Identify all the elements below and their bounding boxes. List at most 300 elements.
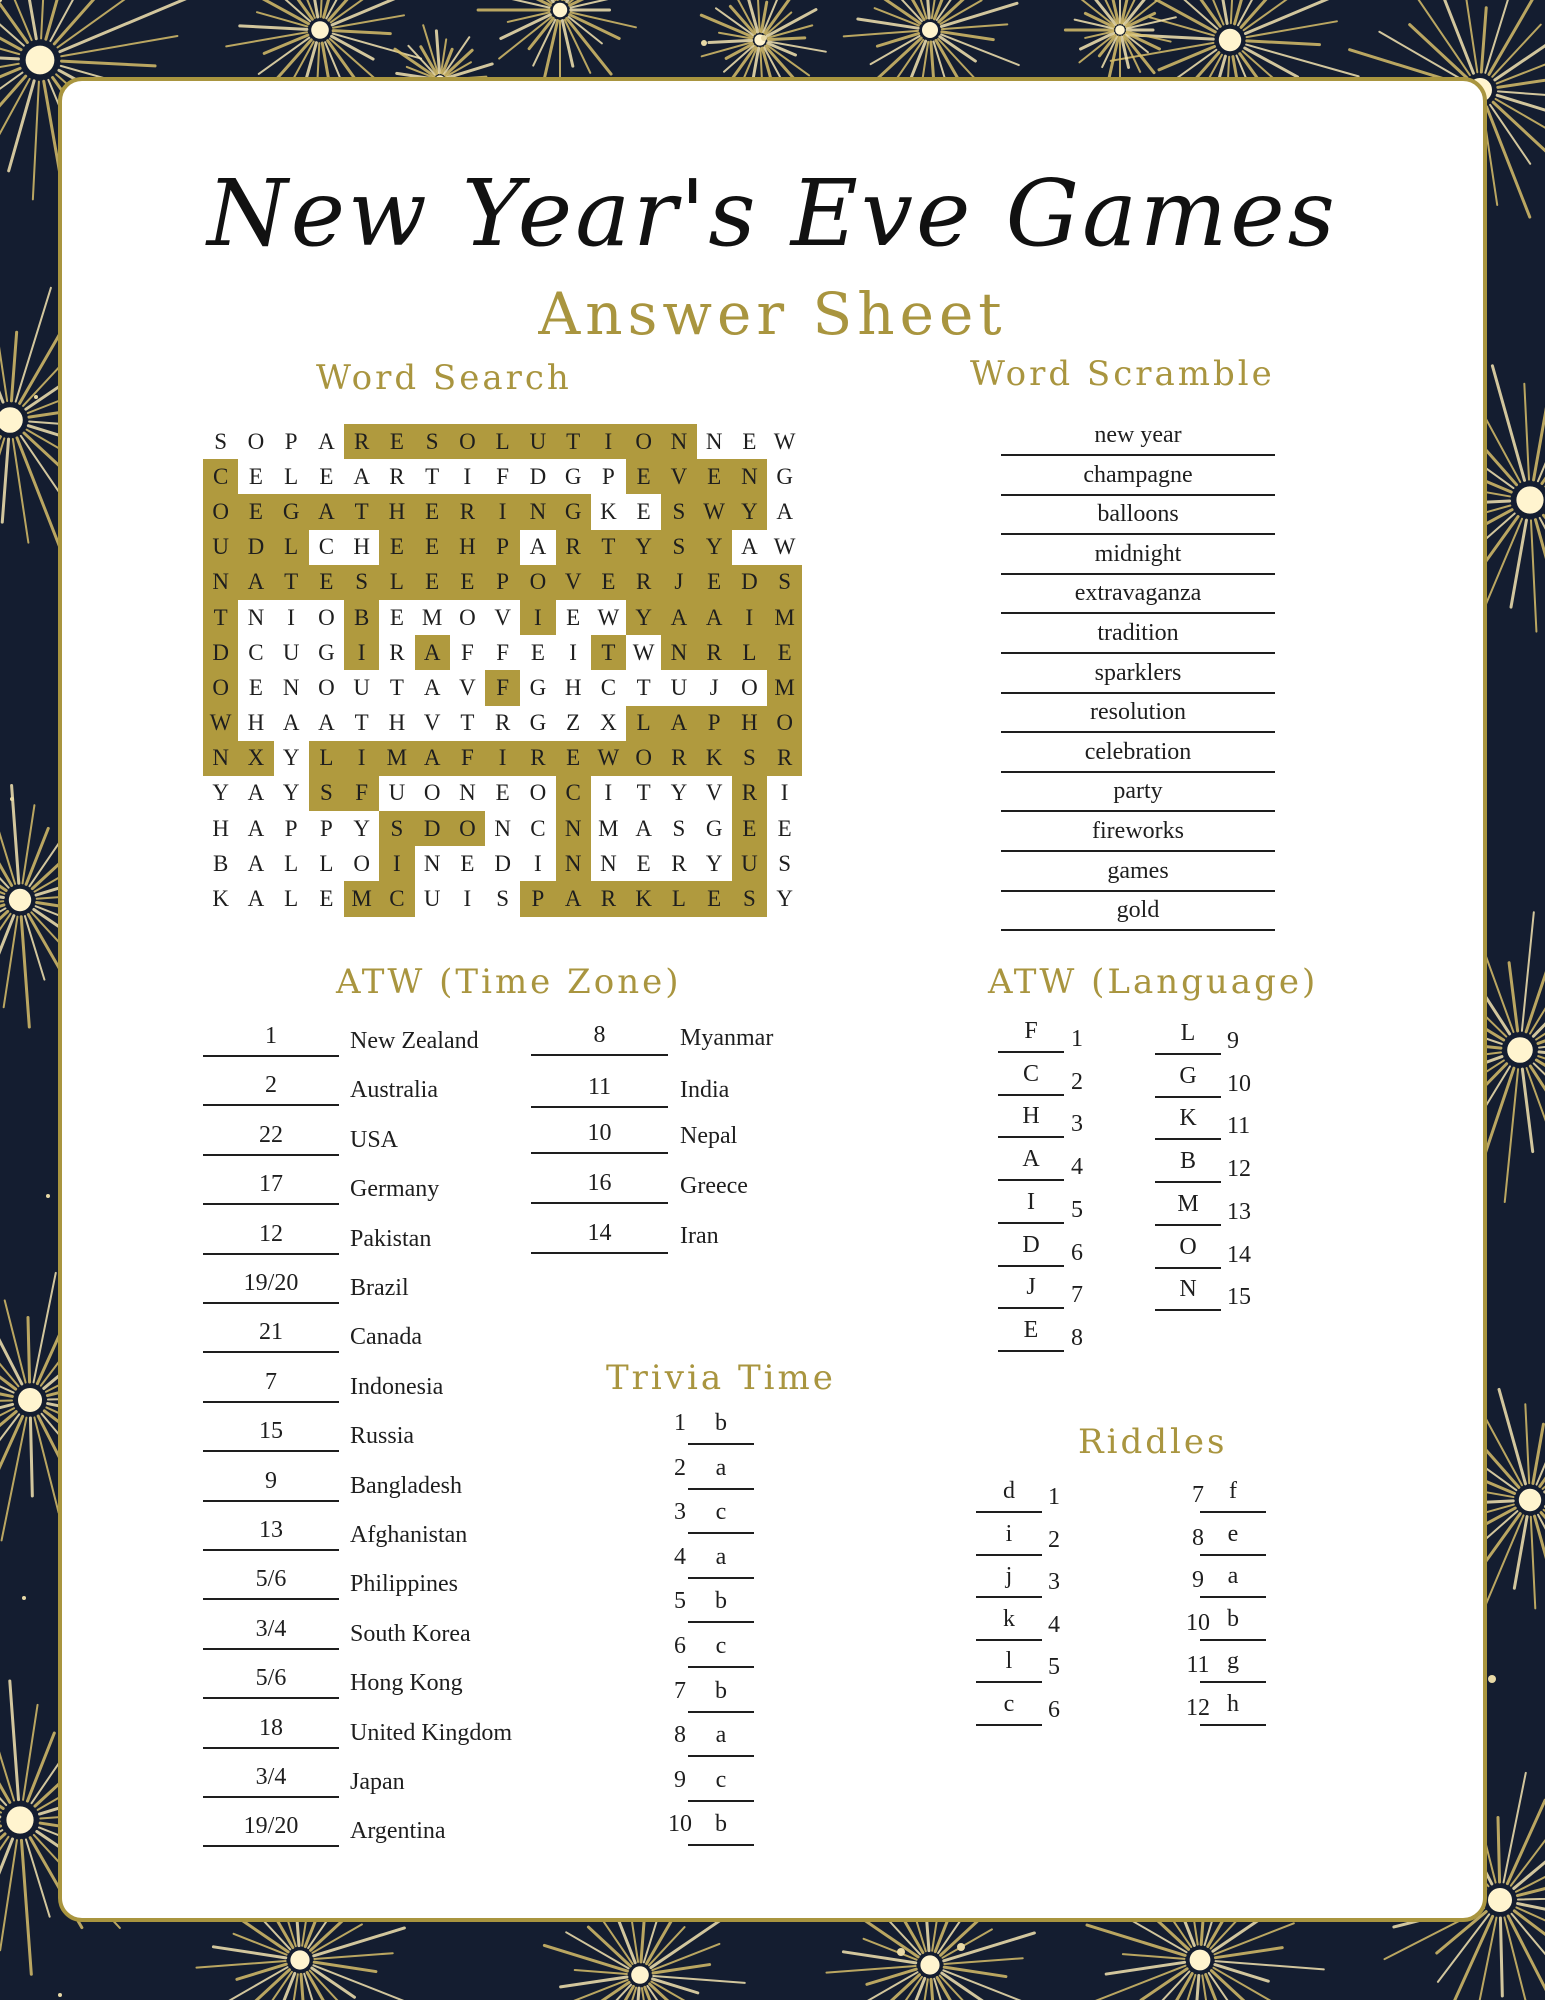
grid-letter: O bbox=[423, 780, 441, 806]
grid-letter: M bbox=[767, 670, 802, 705]
grid-letter: Y bbox=[626, 600, 661, 635]
time-zone-country: Germany bbox=[350, 1176, 440, 1203]
grid-letter: C bbox=[203, 459, 238, 494]
grid-letter: A bbox=[309, 494, 344, 529]
atw-time-zone-heading: ATW (Time Zone) bbox=[336, 962, 682, 1002]
grid-letter: C bbox=[318, 534, 335, 560]
answer-line bbox=[688, 1844, 754, 1846]
time-zone-country: Myanmar bbox=[680, 1025, 774, 1051]
scramble-answer: resolution bbox=[1090, 699, 1186, 726]
riddle-answer: a bbox=[1227, 1563, 1239, 1590]
answer-line bbox=[1200, 1724, 1266, 1726]
grid-letter: W bbox=[773, 534, 796, 560]
answer-line bbox=[688, 1666, 754, 1668]
riddle-number: 9 bbox=[1192, 1567, 1204, 1594]
grid-letter: L bbox=[319, 850, 334, 876]
grid-letter: S bbox=[214, 428, 228, 454]
trivia-answer: b bbox=[715, 1677, 727, 1704]
time-zone-country: United Kingdom bbox=[350, 1719, 512, 1746]
grid-letter: E bbox=[636, 498, 651, 524]
riddle-number: 2 bbox=[1048, 1526, 1060, 1553]
grid-letter: O bbox=[520, 565, 555, 600]
grid-letter: L bbox=[626, 706, 661, 741]
answer-line bbox=[203, 1845, 339, 1847]
answer-line bbox=[1001, 533, 1275, 535]
grid-letter: E bbox=[309, 565, 344, 600]
language-answer: G bbox=[1179, 1062, 1197, 1089]
grid-letter: Y bbox=[670, 780, 688, 806]
grid-letter: K bbox=[626, 881, 661, 916]
answer-line bbox=[1001, 731, 1275, 733]
grid-letter: I bbox=[485, 741, 520, 776]
time-zone-country: Bangladesh bbox=[350, 1472, 462, 1499]
grid-letter: R bbox=[450, 494, 485, 529]
grid-letter: Y bbox=[282, 780, 300, 806]
grid-letter: A bbox=[247, 886, 265, 912]
answer-line bbox=[1001, 771, 1275, 773]
grid-letter: E bbox=[319, 886, 334, 912]
grid-letter: N bbox=[247, 604, 265, 630]
language-answer: D bbox=[1022, 1231, 1040, 1258]
grid-letter: R bbox=[697, 635, 732, 670]
grid-letter: I bbox=[520, 600, 555, 635]
grid-letter: P bbox=[697, 706, 732, 741]
grid-letter: T bbox=[203, 600, 238, 635]
answer-line bbox=[203, 1253, 339, 1255]
grid-letter: A bbox=[776, 498, 793, 524]
answer-line bbox=[998, 1307, 1064, 1309]
time-zone-answer: 7 bbox=[265, 1368, 277, 1395]
grid-letter: O bbox=[203, 494, 238, 529]
scramble-answer: extravaganza bbox=[1074, 580, 1202, 607]
grid-letter: N bbox=[282, 674, 300, 700]
grid-letter: E bbox=[450, 565, 485, 600]
answer-line bbox=[203, 1796, 339, 1798]
language-answer: B bbox=[1179, 1148, 1196, 1175]
time-zone-answer: 3/4 bbox=[255, 1764, 287, 1790]
riddle-number: 10 bbox=[1186, 1609, 1210, 1636]
language-number: 3 bbox=[1071, 1111, 1083, 1138]
grid-letter: H bbox=[379, 494, 414, 529]
grid-letter: X bbox=[238, 741, 273, 776]
scramble-answer: party bbox=[1113, 778, 1163, 805]
grid-letter: F bbox=[496, 639, 510, 665]
language-number: 12 bbox=[1227, 1156, 1251, 1183]
grid-letter: P bbox=[284, 815, 298, 841]
language-answer: M bbox=[1177, 1190, 1199, 1217]
grid-letter: C bbox=[248, 639, 264, 665]
grid-letter: V bbox=[423, 710, 441, 736]
grid-letter: G bbox=[776, 463, 793, 489]
answer-line bbox=[531, 1106, 668, 1108]
grid-letter: N bbox=[494, 815, 511, 841]
grid-letter: P bbox=[520, 881, 555, 916]
trivia-number: 7 bbox=[674, 1677, 686, 1704]
answer-line bbox=[203, 1351, 339, 1353]
grid-letter: G bbox=[318, 639, 335, 665]
time-zone-answer: 15 bbox=[259, 1418, 283, 1445]
language-number: 2 bbox=[1071, 1068, 1083, 1095]
grid-letter: A bbox=[247, 850, 265, 876]
time-zone-country: Hong Kong bbox=[350, 1670, 463, 1697]
language-number: 4 bbox=[1071, 1154, 1083, 1181]
grid-letter: Z bbox=[566, 710, 581, 736]
time-zone-country: Russia bbox=[350, 1423, 415, 1450]
grid-letter: M bbox=[421, 604, 443, 630]
grid-letter: E bbox=[248, 674, 263, 700]
time-zone-country: Iran bbox=[680, 1223, 719, 1249]
language-number: 14 bbox=[1227, 1241, 1251, 1268]
answer-line bbox=[1001, 850, 1275, 852]
language-number: 10 bbox=[1227, 1070, 1251, 1097]
language-number: 13 bbox=[1227, 1198, 1251, 1225]
grid-letter: S bbox=[767, 565, 802, 600]
scramble-answer: games bbox=[1107, 857, 1169, 884]
answer-line bbox=[998, 1350, 1064, 1352]
grid-letter: F bbox=[344, 776, 379, 811]
grid-letter: S bbox=[661, 530, 696, 565]
grid-letter: R bbox=[661, 741, 696, 776]
grid-letter: L bbox=[284, 850, 299, 876]
grid-letter: W bbox=[591, 741, 626, 776]
grid-letter: L bbox=[661, 881, 696, 916]
grid-letter: T bbox=[389, 674, 404, 700]
language-answer: O bbox=[1179, 1233, 1197, 1260]
grid-letter: I bbox=[732, 600, 767, 635]
time-zone-answer: 5/6 bbox=[255, 1566, 287, 1593]
grid-letter: E bbox=[636, 850, 651, 876]
grid-letter: F bbox=[460, 639, 474, 665]
riddle-answer: b bbox=[1227, 1605, 1239, 1632]
grid-letter: U bbox=[203, 530, 238, 565]
time-zone-country: Afghanistan bbox=[350, 1522, 468, 1548]
grid-letter: A bbox=[238, 565, 273, 600]
answer-line bbox=[203, 1549, 339, 1551]
grid-letter: F bbox=[496, 463, 510, 489]
scramble-answer: celebration bbox=[1084, 738, 1192, 765]
grid-letter: E bbox=[495, 780, 510, 806]
grid-letter: G bbox=[564, 463, 582, 489]
answer-line bbox=[203, 1302, 339, 1304]
grid-letter: T bbox=[636, 780, 651, 806]
grid-letter: O bbox=[626, 741, 661, 776]
grid-letter: Y bbox=[212, 780, 229, 806]
answer-line bbox=[1001, 810, 1275, 812]
grid-letter: T bbox=[354, 710, 369, 736]
grid-letter: I bbox=[287, 604, 295, 630]
grid-letter: J bbox=[661, 565, 696, 600]
grid-letter: R bbox=[520, 741, 555, 776]
grid-letter: H bbox=[732, 706, 767, 741]
grid-letter: M bbox=[598, 815, 619, 841]
grid-letter: S bbox=[732, 741, 767, 776]
answer-line bbox=[688, 1443, 754, 1445]
grid-letter: N bbox=[203, 741, 238, 776]
grid-letter: H bbox=[353, 534, 370, 560]
grid-letter: L bbox=[379, 565, 414, 600]
time-zone-country: Japan bbox=[350, 1769, 405, 1795]
grid-letter: O bbox=[767, 706, 802, 741]
language-number: 15 bbox=[1227, 1284, 1251, 1311]
answer-line bbox=[203, 1747, 339, 1749]
grid-letter: I bbox=[780, 780, 789, 806]
scramble-answer: fireworks bbox=[1092, 818, 1184, 844]
time-zone-country: India bbox=[680, 1077, 730, 1103]
riddle-number: 11 bbox=[1186, 1652, 1210, 1679]
grid-letter: N bbox=[732, 459, 767, 494]
time-zone-country: Philippines bbox=[350, 1571, 459, 1598]
language-answer: E bbox=[1023, 1316, 1039, 1343]
grid-letter: R bbox=[494, 710, 511, 736]
grid-letter: H bbox=[564, 674, 582, 700]
time-zone-answer: 8 bbox=[593, 1022, 606, 1048]
grid-letter: O bbox=[353, 850, 370, 876]
grid-letter: U bbox=[388, 780, 406, 806]
answer-line bbox=[203, 1648, 339, 1650]
grid-letter: P bbox=[284, 428, 298, 454]
grid-letter: A bbox=[247, 780, 265, 806]
trivia-answer: a bbox=[715, 1454, 727, 1481]
time-zone-country: Indonesia bbox=[350, 1373, 444, 1400]
grid-letter: D bbox=[203, 635, 238, 670]
grid-letter: X bbox=[600, 710, 617, 736]
answer-line bbox=[998, 1051, 1064, 1053]
grid-letter: E bbox=[415, 565, 450, 600]
grid-letter: E bbox=[389, 604, 404, 630]
answer-line bbox=[1200, 1511, 1266, 1513]
riddle-number: 8 bbox=[1192, 1524, 1204, 1551]
sparkle-dot bbox=[701, 40, 707, 46]
time-zone-answer: 19/20 bbox=[243, 1270, 299, 1296]
grid-letter: Y bbox=[732, 494, 767, 529]
riddle-answer: h bbox=[1227, 1691, 1239, 1717]
grid-letter: E bbox=[697, 459, 732, 494]
time-zone-country: USA bbox=[350, 1126, 399, 1153]
time-zone-answer: 21 bbox=[259, 1319, 283, 1346]
grid-letter: Y bbox=[705, 850, 723, 876]
grid-letter: E bbox=[777, 815, 792, 841]
riddle-answer: k bbox=[1003, 1605, 1015, 1632]
grid-letter: W bbox=[203, 706, 238, 741]
time-zone-answer: 3/4 bbox=[255, 1615, 287, 1642]
riddle-number: 4 bbox=[1048, 1611, 1060, 1638]
answer-line bbox=[531, 1152, 668, 1154]
language-answer: A bbox=[1022, 1146, 1040, 1173]
answer-line bbox=[1200, 1639, 1266, 1641]
language-number: 1 bbox=[1071, 1026, 1083, 1052]
scramble-answer: new year bbox=[1094, 422, 1182, 448]
page-title: New Year's Eve Games bbox=[207, 160, 1338, 267]
grid-letter: I bbox=[604, 780, 613, 806]
word-scramble-heading: Word Scramble bbox=[970, 354, 1275, 394]
trivia-answer: b bbox=[715, 1811, 727, 1838]
trivia-answer: b bbox=[715, 1410, 727, 1436]
grid-letter: U bbox=[732, 846, 767, 881]
grid-letter: E bbox=[379, 424, 414, 459]
grid-letter: N bbox=[556, 811, 591, 846]
trivia-number: 1 bbox=[674, 1410, 686, 1436]
time-zone-answer: 1 bbox=[265, 1023, 277, 1049]
grid-letter: A bbox=[318, 710, 335, 736]
grid-letter: R bbox=[671, 850, 687, 876]
grid-letter: I bbox=[534, 850, 542, 876]
grid-letter: M bbox=[767, 600, 802, 635]
grid-letter: Y bbox=[697, 530, 732, 565]
grid-letter: O bbox=[626, 424, 661, 459]
time-zone-country: South Korea bbox=[350, 1620, 471, 1647]
answer-line bbox=[203, 1154, 339, 1156]
scramble-answer: tradition bbox=[1097, 620, 1179, 646]
grid-letter: D bbox=[238, 530, 273, 565]
grid-letter: S bbox=[415, 424, 450, 459]
grid-letter: C bbox=[530, 815, 546, 841]
grid-letter: I bbox=[344, 635, 379, 670]
trivia-heading: Trivia Time bbox=[606, 1358, 836, 1398]
trivia-number: 8 bbox=[674, 1722, 686, 1749]
grid-letter: N bbox=[459, 780, 476, 806]
word-search-grid bbox=[203, 424, 802, 917]
grid-letter: A bbox=[423, 674, 441, 700]
grid-letter: N bbox=[661, 424, 696, 459]
language-number: 6 bbox=[1071, 1239, 1083, 1266]
grid-letter: R bbox=[626, 565, 661, 600]
language-answer: H bbox=[1022, 1103, 1040, 1130]
grid-letter: S bbox=[344, 565, 379, 600]
atw-language-heading: ATW (Language) bbox=[988, 962, 1319, 1002]
answer-line bbox=[1001, 890, 1275, 892]
grid-letter: P bbox=[319, 815, 333, 841]
grid-letter: J bbox=[709, 674, 719, 700]
time-zone-country: Pakistan bbox=[350, 1225, 432, 1252]
grid-letter: I bbox=[463, 886, 472, 912]
time-zone-answer: 12 bbox=[259, 1220, 283, 1247]
answer-line bbox=[1200, 1554, 1266, 1556]
grid-letter: E bbox=[415, 494, 450, 529]
grid-letter: S bbox=[672, 815, 686, 841]
grid-letter: H bbox=[450, 530, 485, 565]
time-zone-country: Nepal bbox=[680, 1123, 738, 1149]
answer-line bbox=[688, 1621, 754, 1623]
grid-letter: R bbox=[389, 639, 405, 665]
grid-letter: F bbox=[450, 741, 485, 776]
answer-line bbox=[688, 1711, 754, 1713]
riddle-answer: d bbox=[1003, 1478, 1015, 1504]
grid-letter: O bbox=[247, 428, 265, 454]
riddles-heading: Riddles bbox=[1078, 1422, 1228, 1462]
grid-letter: E bbox=[697, 881, 732, 916]
grid-letter: A bbox=[318, 428, 335, 454]
grid-letter: E bbox=[238, 494, 273, 529]
time-zone-answer: 13 bbox=[259, 1517, 283, 1543]
answer-line bbox=[1001, 692, 1275, 694]
time-zone-country: Greece bbox=[680, 1173, 748, 1199]
grid-letter: A bbox=[415, 635, 450, 670]
sparkle-dot bbox=[897, 1948, 905, 1956]
grid-letter: A bbox=[415, 741, 450, 776]
grid-letter: N bbox=[203, 565, 238, 600]
answer-line bbox=[531, 1202, 668, 1204]
time-zone-answer: 19/20 bbox=[243, 1813, 299, 1840]
grid-letter: R bbox=[389, 463, 405, 489]
answer-line bbox=[688, 1755, 754, 1757]
grid-letter: H bbox=[212, 815, 229, 841]
answer-line bbox=[976, 1596, 1042, 1598]
grid-letter: G bbox=[556, 494, 591, 529]
language-number: 9 bbox=[1227, 1028, 1239, 1054]
trivia-answer: a bbox=[715, 1543, 727, 1570]
grid-letter: S bbox=[379, 811, 414, 846]
grid-letter: C bbox=[379, 881, 414, 916]
grid-letter: L bbox=[284, 463, 299, 489]
grid-letter: M bbox=[344, 881, 379, 916]
grid-letter: A bbox=[661, 600, 696, 635]
sparkle-dot bbox=[34, 395, 38, 399]
grid-letter: Y bbox=[626, 530, 661, 565]
riddle-answer: e bbox=[1227, 1520, 1239, 1547]
trivia-number: 6 bbox=[674, 1633, 686, 1659]
grid-letter: E bbox=[319, 463, 334, 489]
grid-letter: M bbox=[379, 741, 414, 776]
grid-letter: C bbox=[600, 674, 617, 700]
scramble-answer: midnight bbox=[1094, 540, 1182, 567]
grid-letter: V bbox=[459, 674, 476, 700]
grid-letter: N bbox=[423, 850, 441, 876]
time-zone-answer: 16 bbox=[587, 1170, 612, 1196]
grid-letter: E bbox=[556, 741, 591, 776]
riddle-number: 6 bbox=[1048, 1697, 1060, 1723]
time-zone-country: Canada bbox=[350, 1324, 422, 1351]
answer-line bbox=[998, 1222, 1064, 1224]
answer-line bbox=[531, 1252, 668, 1254]
riddle-answer: f bbox=[1229, 1478, 1237, 1504]
grid-letter: C bbox=[556, 776, 591, 811]
grid-letter: O bbox=[203, 670, 238, 705]
grid-letter: A bbox=[741, 534, 758, 560]
time-zone-answer: 17 bbox=[259, 1171, 283, 1198]
answer-line bbox=[203, 1203, 339, 1205]
grid-letter: V bbox=[705, 780, 723, 806]
grid-letter: U bbox=[353, 674, 370, 700]
language-answer: F bbox=[1024, 1018, 1038, 1044]
sparkle-dot bbox=[58, 1993, 62, 1997]
answer-line bbox=[1001, 612, 1275, 614]
grid-letter: D bbox=[494, 850, 511, 876]
grid-letter: R bbox=[344, 424, 379, 459]
trivia-answer: c bbox=[715, 1766, 727, 1793]
riddle-number: 5 bbox=[1048, 1654, 1060, 1681]
grid-letter: W bbox=[697, 494, 732, 529]
answer-line bbox=[1155, 1181, 1221, 1183]
riddle-number: 7 bbox=[1192, 1482, 1204, 1508]
answer-line bbox=[1155, 1309, 1221, 1311]
answer-line bbox=[1001, 494, 1275, 496]
time-zone-answer: 14 bbox=[587, 1220, 612, 1246]
grid-letter: T bbox=[591, 530, 626, 565]
grid-letter: L bbox=[284, 886, 299, 912]
answer-line bbox=[1155, 1053, 1221, 1055]
sparkle-dot bbox=[22, 1596, 26, 1600]
answer-line bbox=[1001, 454, 1275, 456]
grid-letter: R bbox=[591, 881, 626, 916]
grid-letter: N bbox=[661, 635, 696, 670]
grid-letter: E bbox=[697, 565, 732, 600]
grid-letter: K bbox=[600, 498, 617, 524]
riddle-number: 1 bbox=[1048, 1484, 1060, 1510]
grid-letter: A bbox=[353, 463, 370, 489]
grid-letter: G bbox=[529, 710, 547, 736]
riddle-answer: l bbox=[1005, 1648, 1013, 1675]
trivia-answer: c bbox=[715, 1499, 727, 1526]
